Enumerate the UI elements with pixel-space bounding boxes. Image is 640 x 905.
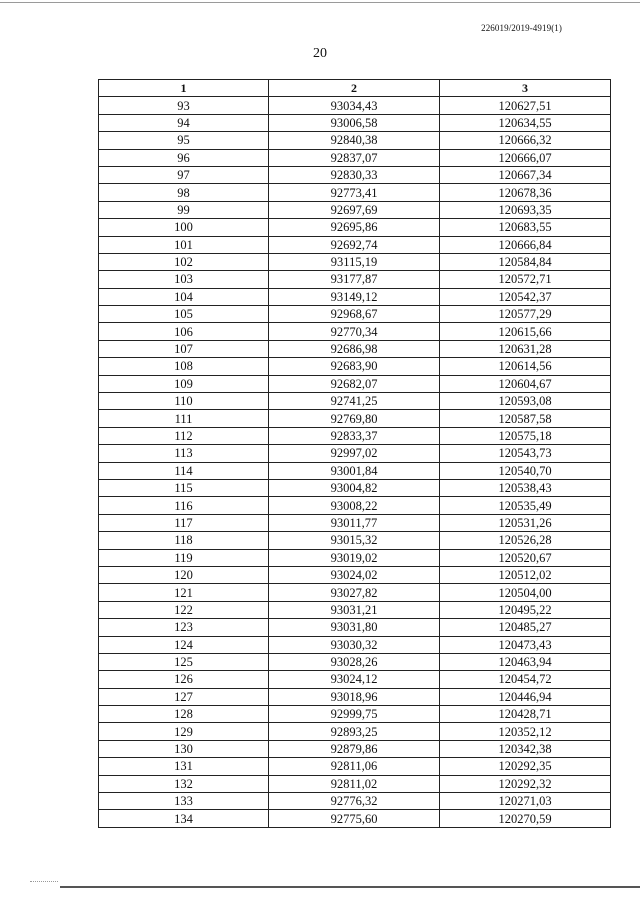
- point-number-cell: 114: [99, 462, 269, 479]
- x-coordinate-cell: 92837,07: [269, 149, 440, 166]
- y-coordinate-cell: 120667,34: [440, 166, 611, 183]
- x-coordinate-cell: 93030,32: [269, 636, 440, 653]
- table-row: [99, 497, 611, 514]
- y-coordinate-cell: 120271,03: [440, 793, 611, 810]
- point-number-cell: 107: [99, 340, 269, 357]
- point-number-cell: 101: [99, 236, 269, 253]
- x-coordinate-cell: 92775,60: [269, 810, 440, 827]
- x-coordinate-cell: 93027,82: [269, 584, 440, 601]
- point-number-cell: 98: [99, 184, 269, 201]
- x-coordinate-cell: 92811,02: [269, 775, 440, 792]
- y-coordinate-cell: 120270,59: [440, 810, 611, 827]
- point-number-cell: 102: [99, 253, 269, 270]
- table-row: [99, 514, 611, 531]
- x-coordinate-cell: 93011,77: [269, 514, 440, 531]
- point-number-cell: 123: [99, 619, 269, 636]
- table-header: [99, 80, 611, 97]
- point-number-cell: 116: [99, 497, 269, 514]
- point-number-cell: 100: [99, 219, 269, 236]
- y-coordinate-cell: 120520,67: [440, 549, 611, 566]
- table-row: [99, 688, 611, 705]
- y-coordinate-cell: 120604,67: [440, 375, 611, 392]
- y-coordinate-cell: 120535,49: [440, 497, 611, 514]
- x-coordinate-cell: 93001,84: [269, 462, 440, 479]
- x-coordinate-cell: 93149,12: [269, 288, 440, 305]
- point-number-cell: 96: [99, 149, 269, 166]
- table-row: [99, 271, 611, 288]
- x-coordinate-cell: 92741,25: [269, 393, 440, 410]
- y-coordinate-cell: 120678,36: [440, 184, 611, 201]
- table-row: [99, 706, 611, 723]
- y-coordinate-cell: 120540,70: [440, 462, 611, 479]
- x-coordinate-cell: 93024,12: [269, 671, 440, 688]
- point-number-cell: 133: [99, 793, 269, 810]
- table-row: [99, 793, 611, 810]
- y-coordinate-cell: 120666,32: [440, 132, 611, 149]
- x-coordinate-cell: 92997,02: [269, 445, 440, 462]
- coordinates-table: [98, 79, 611, 828]
- x-coordinate-cell: 92830,33: [269, 166, 440, 183]
- table-row: [99, 97, 611, 114]
- y-coordinate-cell: 120666,07: [440, 149, 611, 166]
- y-coordinate-cell: 120342,38: [440, 740, 611, 757]
- x-coordinate-cell: 92770,34: [269, 323, 440, 340]
- y-coordinate-cell: 120463,94: [440, 653, 611, 670]
- point-number-cell: 117: [99, 514, 269, 531]
- point-number-cell: 108: [99, 358, 269, 375]
- point-number-cell: 120: [99, 566, 269, 583]
- y-coordinate-cell: 120683,55: [440, 219, 611, 236]
- point-number-cell: 132: [99, 775, 269, 792]
- y-coordinate-cell: 120693,35: [440, 201, 611, 218]
- x-coordinate-cell: 93024,02: [269, 566, 440, 583]
- y-coordinate-cell: 120428,71: [440, 706, 611, 723]
- y-coordinate-cell: 120575,18: [440, 427, 611, 444]
- top-rule: [0, 2, 640, 3]
- x-coordinate-cell: 92692,74: [269, 236, 440, 253]
- y-coordinate-cell: 120542,37: [440, 288, 611, 305]
- table-row: [99, 410, 611, 427]
- table-row: [99, 619, 611, 636]
- table-row: [99, 358, 611, 375]
- point-number-cell: 127: [99, 688, 269, 705]
- x-coordinate-cell: 93115,19: [269, 253, 440, 270]
- y-coordinate-cell: 120666,84: [440, 236, 611, 253]
- table-row: [99, 671, 611, 688]
- point-number-cell: 119: [99, 549, 269, 566]
- table-row: [99, 201, 611, 218]
- point-number-cell: 125: [99, 653, 269, 670]
- y-coordinate-cell: 120512,02: [440, 566, 611, 583]
- table-row: [99, 393, 611, 410]
- point-number-cell: 129: [99, 723, 269, 740]
- point-number-cell: 131: [99, 758, 269, 775]
- y-coordinate-cell: 120473,43: [440, 636, 611, 653]
- table-row: [99, 253, 611, 270]
- x-coordinate-cell: 93008,22: [269, 497, 440, 514]
- table-row: [99, 758, 611, 775]
- table-body: [99, 97, 611, 827]
- table-row: [99, 636, 611, 653]
- x-coordinate-cell: 92682,07: [269, 375, 440, 392]
- point-number-cell: 106: [99, 323, 269, 340]
- column-header-1: 1: [99, 80, 269, 97]
- table-row: [99, 427, 611, 444]
- x-coordinate-cell: 93034,43: [269, 97, 440, 114]
- y-coordinate-cell: 120446,94: [440, 688, 611, 705]
- x-coordinate-cell: 92773,41: [269, 184, 440, 201]
- x-coordinate-cell: 92999,75: [269, 706, 440, 723]
- point-number-cell: 113: [99, 445, 269, 462]
- table-header-row: [99, 80, 611, 97]
- table-row: [99, 584, 611, 601]
- point-number-cell: 126: [99, 671, 269, 688]
- table-row: [99, 323, 611, 340]
- y-coordinate-cell: 120485,27: [440, 619, 611, 636]
- y-coordinate-cell: 120543,73: [440, 445, 611, 462]
- y-coordinate-cell: 120577,29: [440, 306, 611, 323]
- x-coordinate-cell: 93019,02: [269, 549, 440, 566]
- point-number-cell: 105: [99, 306, 269, 323]
- point-number-cell: 112: [99, 427, 269, 444]
- x-coordinate-cell: 92879,86: [269, 740, 440, 757]
- x-coordinate-cell: 92811,06: [269, 758, 440, 775]
- point-number-cell: 109: [99, 375, 269, 392]
- table-row: [99, 375, 611, 392]
- y-coordinate-cell: 120572,71: [440, 271, 611, 288]
- table-row: [99, 219, 611, 236]
- y-coordinate-cell: 120538,43: [440, 479, 611, 496]
- x-coordinate-cell: 92893,25: [269, 723, 440, 740]
- y-coordinate-cell: 120495,22: [440, 601, 611, 618]
- table-row: [99, 288, 611, 305]
- table-row: [99, 462, 611, 479]
- table-row: [99, 775, 611, 792]
- point-number-cell: 99: [99, 201, 269, 218]
- y-coordinate-cell: 120292,32: [440, 775, 611, 792]
- x-coordinate-cell: 92697,69: [269, 201, 440, 218]
- table-row: [99, 653, 611, 670]
- y-coordinate-cell: 120634,55: [440, 114, 611, 131]
- y-coordinate-cell: 120584,84: [440, 253, 611, 270]
- document-number: 226019/2019-4919(1): [481, 23, 562, 33]
- x-coordinate-cell: 93004,82: [269, 479, 440, 496]
- x-coordinate-cell: 92686,98: [269, 340, 440, 357]
- point-number-cell: 130: [99, 740, 269, 757]
- point-number-cell: 128: [99, 706, 269, 723]
- table-row: [99, 184, 611, 201]
- column-header-3: 3: [440, 80, 611, 97]
- table-row: [99, 445, 611, 462]
- table-row: [99, 149, 611, 166]
- table-row: [99, 306, 611, 323]
- y-coordinate-cell: 120526,28: [440, 532, 611, 549]
- y-coordinate-cell: 120615,66: [440, 323, 611, 340]
- point-number-cell: 110: [99, 393, 269, 410]
- x-coordinate-cell: 92695,86: [269, 219, 440, 236]
- point-number-cell: 94: [99, 114, 269, 131]
- table-row: [99, 479, 611, 496]
- x-coordinate-cell: 93018,96: [269, 688, 440, 705]
- column-header-2: 2: [269, 80, 440, 97]
- table-row: [99, 810, 611, 827]
- point-number-cell: 115: [99, 479, 269, 496]
- table-row: [99, 532, 611, 549]
- point-number-cell: 134: [99, 810, 269, 827]
- y-coordinate-cell: 120593,08: [440, 393, 611, 410]
- table-row: [99, 740, 611, 757]
- scan-specks: [30, 881, 58, 882]
- x-coordinate-cell: 92833,37: [269, 427, 440, 444]
- point-number-cell: 118: [99, 532, 269, 549]
- y-coordinate-cell: 120504,00: [440, 584, 611, 601]
- x-coordinate-cell: 93177,87: [269, 271, 440, 288]
- point-number-cell: 103: [99, 271, 269, 288]
- point-number-cell: 93: [99, 97, 269, 114]
- x-coordinate-cell: 93006,58: [269, 114, 440, 131]
- y-coordinate-cell: 120631,28: [440, 340, 611, 357]
- table-row: [99, 114, 611, 131]
- y-coordinate-cell: 120614,56: [440, 358, 611, 375]
- table-row: [99, 549, 611, 566]
- table-row: [99, 132, 611, 149]
- x-coordinate-cell: 93028,26: [269, 653, 440, 670]
- point-number-cell: 111: [99, 410, 269, 427]
- table-row: [99, 723, 611, 740]
- x-coordinate-cell: 92968,67: [269, 306, 440, 323]
- x-coordinate-cell: 92776,32: [269, 793, 440, 810]
- x-coordinate-cell: 93031,80: [269, 619, 440, 636]
- x-coordinate-cell: 92683,90: [269, 358, 440, 375]
- table-row: [99, 601, 611, 618]
- x-coordinate-cell: 92840,38: [269, 132, 440, 149]
- point-number-cell: 124: [99, 636, 269, 653]
- y-coordinate-cell: 120292,35: [440, 758, 611, 775]
- bottom-rule: [60, 886, 640, 888]
- y-coordinate-cell: 120587,58: [440, 410, 611, 427]
- y-coordinate-cell: 120531,26: [440, 514, 611, 531]
- table-row: [99, 236, 611, 253]
- point-number-cell: 121: [99, 584, 269, 601]
- point-number-cell: 97: [99, 166, 269, 183]
- point-number-cell: 122: [99, 601, 269, 618]
- page-number: 20: [313, 46, 327, 61]
- point-number-cell: 104: [99, 288, 269, 305]
- point-number-cell: 95: [99, 132, 269, 149]
- table-row: [99, 566, 611, 583]
- x-coordinate-cell: 92769,80: [269, 410, 440, 427]
- y-coordinate-cell: 120454,72: [440, 671, 611, 688]
- x-coordinate-cell: 93031,21: [269, 601, 440, 618]
- y-coordinate-cell: 120352,12: [440, 723, 611, 740]
- y-coordinate-cell: 120627,51: [440, 97, 611, 114]
- table-row: [99, 340, 611, 357]
- x-coordinate-cell: 93015,32: [269, 532, 440, 549]
- table-row: [99, 166, 611, 183]
